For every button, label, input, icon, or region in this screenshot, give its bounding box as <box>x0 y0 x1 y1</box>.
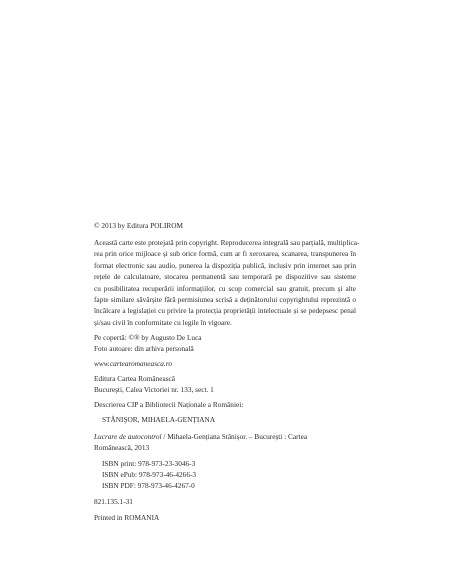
cip-rest-line1: / Mihaela-Gențiana Stănișor. – București : Cartea <box>161 432 308 441</box>
website-link[interactable]: www.cartearomaneasca.ro <box>94 359 172 368</box>
cip-rest-line2: Românească, 2013 <box>94 443 150 453</box>
cip-title: Lucrare de autocontrol <box>94 432 162 441</box>
rights-line: fapte similare săvârșite fără permisiunea scrisă a deținătorului copyrightului reprezintă o <box>94 295 356 305</box>
publisher-address: București, Calea Victoriei nr. 133, sect. 1 <box>94 385 214 394</box>
publisher-name: Editura Cartea Românească <box>94 374 176 383</box>
cip-heading: Descrierea CIP a Bibliotecii Naționale a României: <box>94 400 244 409</box>
cip-description <box>94 431 356 454</box>
rights-line: rea prin orice mijloace și sub orice formă, cum ar fi xeroxarea, scanarea, transpunerea în <box>94 249 356 259</box>
isbn-print: ISBN print: 978-973-23-3046-3 <box>102 459 196 468</box>
cover-credit: Pe copertă: ©® by Augusto De Luca <box>94 333 202 342</box>
copyright-line: © 2013 by Editura POLIROM <box>94 221 184 230</box>
rights-paragraph <box>94 237 360 328</box>
rights-line: și/sau civil în conformitate cu legile în vigoare. <box>94 317 232 327</box>
cip-author: STĂNIȘOR, MIHAELA-GENȚIANA <box>102 415 216 424</box>
printed-in: Printed in ROMANIA <box>94 513 160 522</box>
rights-line: cu posibilitatea recuperării informațiilor, cu scop comercial sau gratuit, precum și alte <box>94 283 356 293</box>
rights-line: format electronic sau audio, punerea la dispoziția publică, inclusiv prin internet sau prin <box>94 260 356 270</box>
rights-line: încălcare a legislației cu privire la protecția proprietății intelectuale și se pedepsesc penal <box>94 306 356 316</box>
isbn-epub: ISBN ePub: 978-973-46-4266-3 <box>102 470 197 479</box>
rights-line: Această carte este protejată prin copyright. Reproducerea integrală sau parțială, multiplica- <box>94 238 360 247</box>
udc-code: 821.135.1-31 <box>94 497 133 506</box>
rights-line: rețele de calculatoare, stocarea permanentă sau temporară pe dispozitive sau sisteme <box>94 272 356 282</box>
isbn-pdf: ISBN PDF: 978-973-46-4267-0 <box>102 481 195 490</box>
photo-credit: Foto autoare: din arhiva personală <box>94 344 194 353</box>
